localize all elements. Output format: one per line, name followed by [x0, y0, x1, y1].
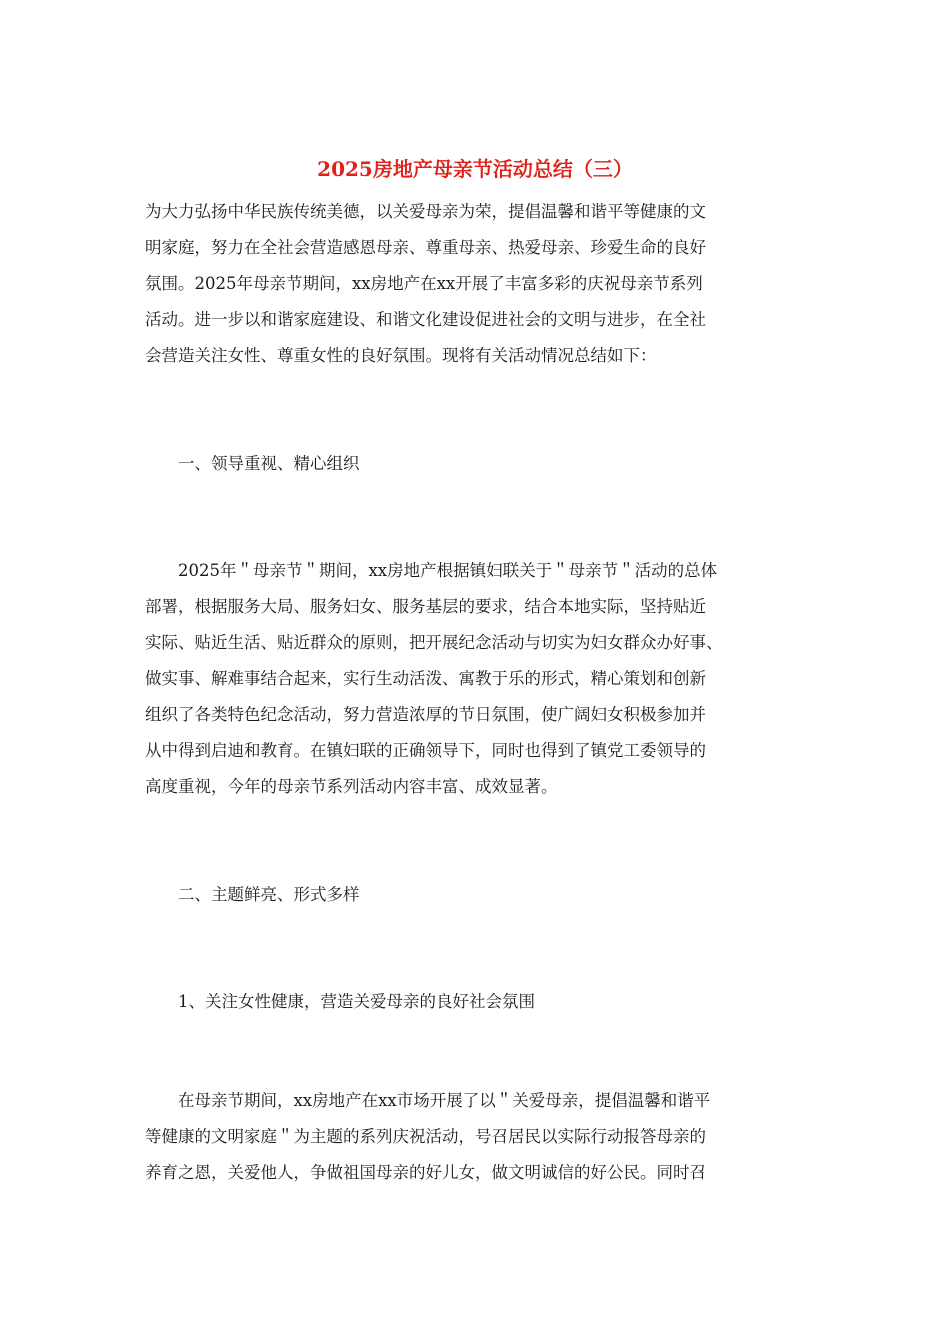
section-1-line-1: 2025年＂母亲节＂期间，xx房地产根据镇妇联关于＂母亲节＂活动的总体	[145, 561, 718, 580]
section-1-line-2: 部署，根据服务大局、服务妇女、服务基层的要求，结合本地实际，坚持贴近	[145, 597, 706, 616]
intro-line-1: 为大力弘扬中华民族传统美德，以关爱母亲为荣，提倡温馨和谐平等健康的文	[145, 202, 706, 221]
section-1-line-6: 从中得到启迪和教育。在镇妇联的正确领导下，同时也得到了镇党工委领导的	[145, 741, 706, 760]
document-title: 2025房地产母亲节活动总结（三）	[317, 157, 633, 181]
section-1-line-5: 组织了各类特色纪念活动，努力营造浓厚的节日氛围，使广阔妇女积极参加并	[145, 705, 706, 724]
section-heading-1: 一、领导重视、精心组织	[145, 454, 360, 473]
intro-line-4: 活动。进一步以和谐家庭建设、和谐文化建设促进社会的文明与进步，在全社	[145, 310, 706, 329]
subsection-1-line-2: 等健康的文明家庭＂为主题的系列庆祝活动，号召居民以实际行动报答母亲的	[145, 1127, 706, 1146]
intro-line-3: 氛围。2025年母亲节期间，xx房地产在xx开展了丰富多彩的庆祝母亲节系列	[145, 274, 703, 293]
section-1-line-3: 实际、贴近生活、贴近群众的原则，把开展纪念活动与切实为妇女群众办好事、	[145, 633, 723, 652]
section-heading-2: 二、主题鲜亮、形式多样	[145, 885, 360, 904]
intro-line-2: 明家庭，努力在全社会营造感恩母亲、尊重母亲、热爱母亲、珍爱生命的良好	[145, 238, 706, 257]
intro-line-5: 会营造关注女性、尊重女性的良好氛围。现将有关活动情况总结如下：	[145, 346, 657, 365]
subsection-1-line-1: 在母亲节期间，xx房地产在xx市场开展了以＂关爱母亲，提倡温馨和谐平	[145, 1091, 711, 1110]
subsection-1-line-3: 养育之恩，关爱他人，争做祖国母亲的好儿女，做文明诚信的好公民。同时召	[145, 1163, 706, 1182]
section-1-line-7: 高度重视，今年的母亲节系列活动内容丰富、成效显著。	[145, 777, 558, 796]
subsection-heading-1: 1、关注女性健康，营造关爱母亲的良好社会氛围	[145, 992, 535, 1011]
section-1-line-4: 做实事、解难事结合起来，实行生动活泼、寓教于乐的形式，精心策划和创新	[145, 669, 706, 688]
